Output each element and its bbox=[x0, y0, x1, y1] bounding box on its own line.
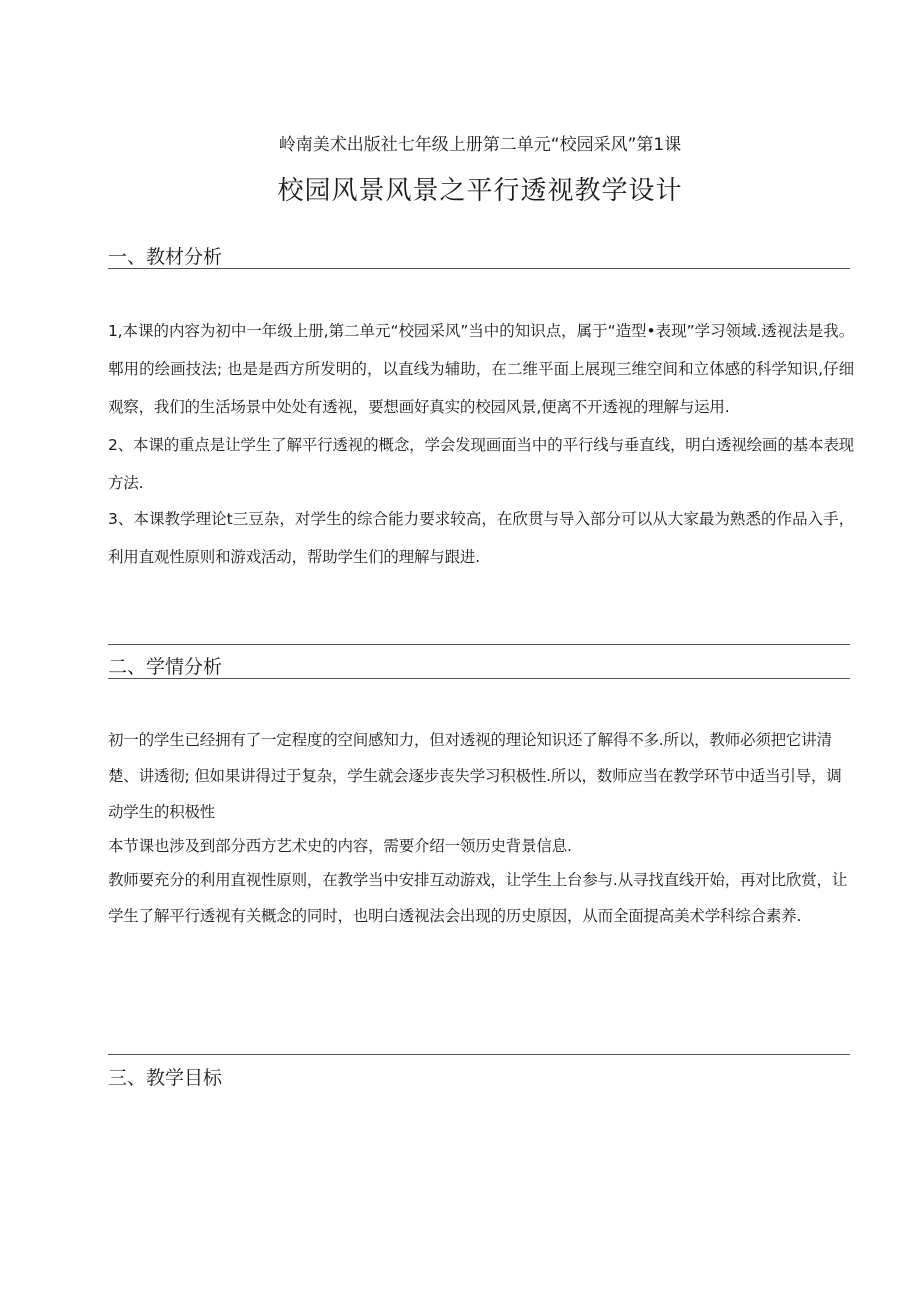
paragraph-materials-3: 3、本课教学理论t三豆杂，对学生的综合能力要求较高，在欣贯与导入部分可以从大家最为熟悉的作品入手，利用直观性原则和游戏活动，帮助学生们的理解与跟进. bbox=[108, 510, 854, 566]
document-title: 校园风景风景之平行透视教学设计 bbox=[277, 176, 683, 206]
section-divider bbox=[108, 644, 850, 645]
paragraph-students-3: 教师要充分的利用直视性原则，在教学当中安排互动游戏，让学生上台参与.从寻找直线开始，再对比欣赏，让学生了解平行透视有关概念的同时，也明白透视法会出现的历史原因，从而全面提高美术学科综合素养. bbox=[108, 871, 848, 925]
section-heading-materials: 一、教材分析 bbox=[108, 246, 223, 268]
section-heading-objectives: 三、教学目标 bbox=[108, 1067, 223, 1089]
paragraph-materials-2: 2、本课的重点是让学生了解平行透视的概念，学会发现画面当中的平行线与垂直线，明白透视绘画的基本表现方法. bbox=[108, 436, 854, 492]
section-students-body bbox=[108, 722, 854, 934]
section-heading-students: 二、学情分析 bbox=[108, 656, 223, 678]
paragraph-materials-1: 1,本课的内容为初中一年级上册,第二单元“校园采风”当中的知识点，属于“造型•表现”学习领域.透视法是我。郫用的绘画技法; 也是是西方所发明的，以直线为辅助，在二维平面上展现三维空间和立体感的科学知识,仔细观察，我们的生活场景中处处有透视，要想画好真实的校园风景,便离不开透视的理解与运用. bbox=[108, 322, 854, 416]
document-subtitle: 岭南美术出版社七年级上册第二单元“校园采风”第1课 bbox=[278, 135, 682, 155]
section-divider bbox=[108, 678, 850, 679]
paragraph-students-1: 初一的学生已经拥有了一定程度的空间感知力，但对透视的理论知识还了解得不多.所以，教师必须把它讲清楚、讲透彻; 但如果讲得过于复杂，学生就会逐步丧失学习积极性.所以，数师应当在教学环节中适当引导，调动学生的积极性 bbox=[108, 731, 842, 821]
paragraph-students-2: 本节课也涉及到部分西方艺术史的内容，需要介绍一领历史背景信息. bbox=[108, 837, 572, 855]
section-divider bbox=[108, 268, 850, 269]
section-divider bbox=[108, 1054, 850, 1055]
